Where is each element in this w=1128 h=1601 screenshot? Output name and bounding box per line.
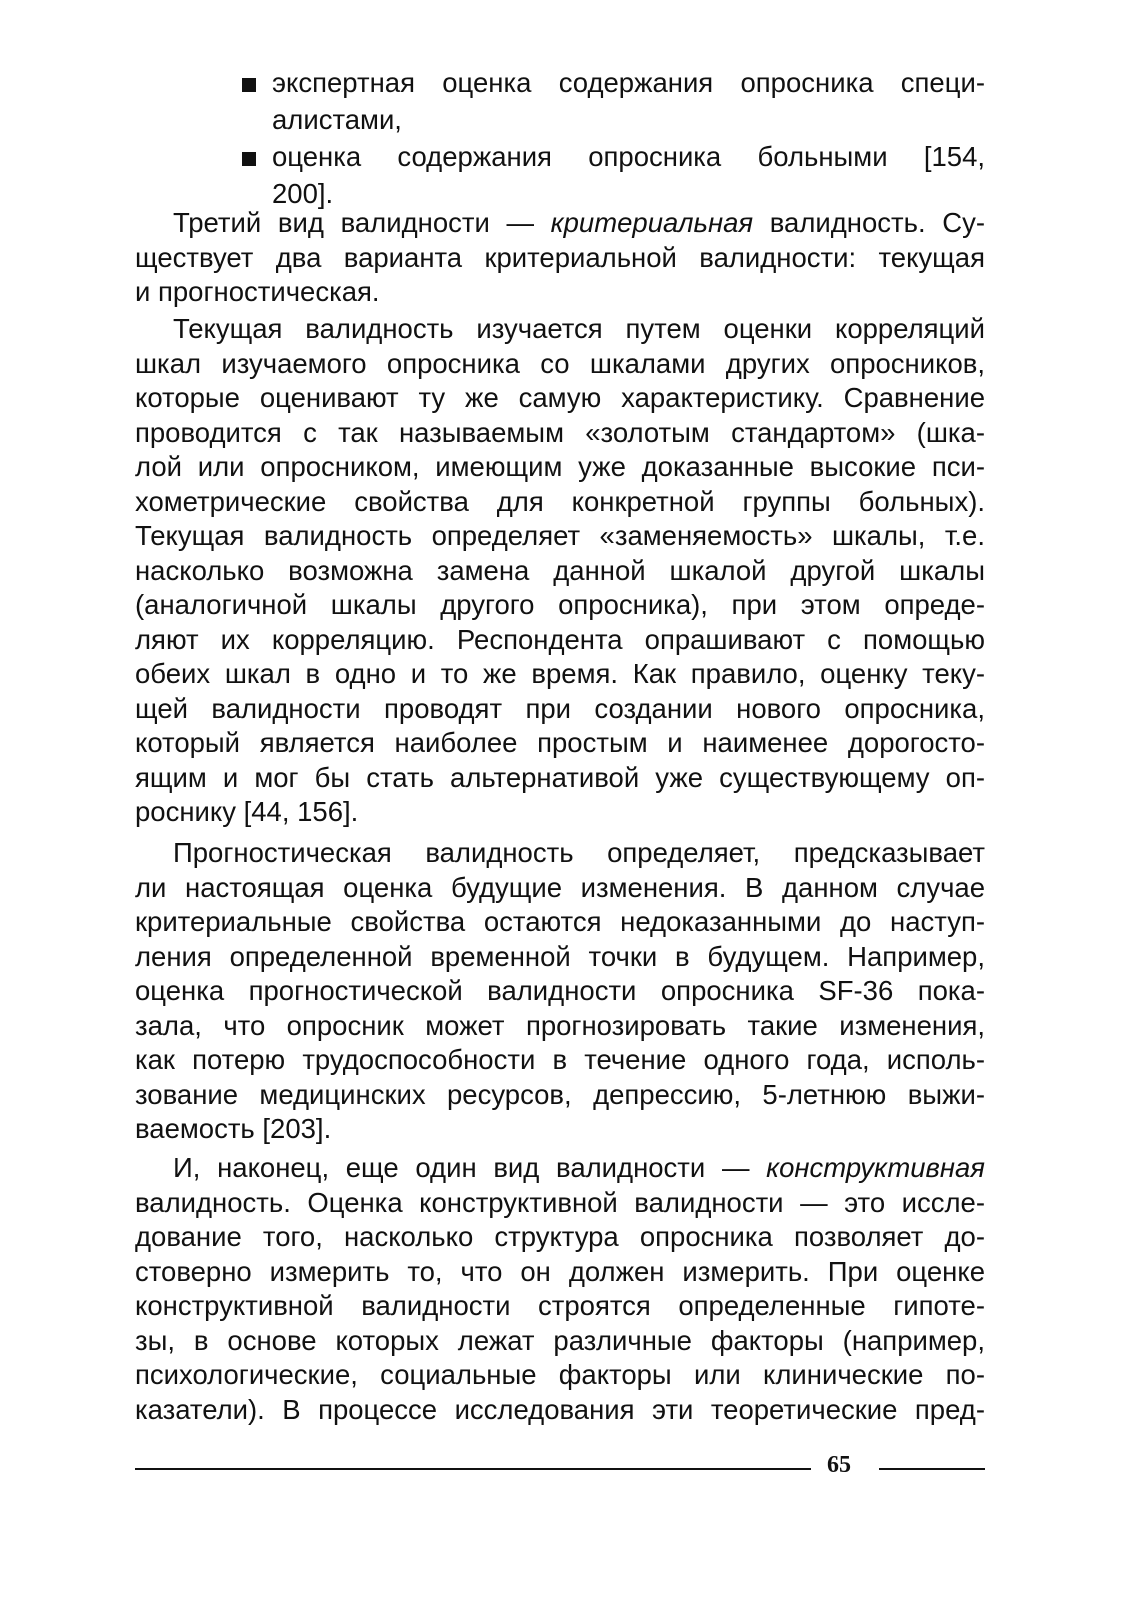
paragraph-line: хометрические свойства для конкретной группы больных). bbox=[135, 485, 985, 517]
bullet-square-icon bbox=[242, 152, 256, 166]
bullet-line: алистами, bbox=[272, 104, 402, 135]
bullet-square-icon bbox=[242, 78, 256, 92]
paragraph-line: роснику [44, 156]. bbox=[135, 796, 359, 827]
paragraph bbox=[135, 206, 985, 310]
paragraph-line: щей валидности проводят при создании нового опросника, bbox=[135, 692, 985, 724]
paragraph-line: которые оценивают ту же самую характеристику. Сравнение bbox=[135, 382, 985, 413]
paragraph-line: критериальные свойства остаются недоказанными до наступ- bbox=[135, 906, 985, 937]
emphasis: конструктивная bbox=[766, 1152, 985, 1183]
page-footer bbox=[135, 1450, 995, 1490]
paragraph-line: проводится с так называемым «золотым стандартом» (шка- bbox=[135, 416, 985, 448]
bullet-line: экспертная оценка содержания опросника специ- bbox=[272, 67, 985, 98]
paragraph-line: ществует два варианта критериальной валидности: текущая bbox=[135, 241, 985, 273]
paragraph-line: зы, в основе которых лежат различные факторы (например, bbox=[135, 1324, 985, 1356]
paragraph-line: который является наиболее простым и наименее дорогосто- bbox=[135, 727, 985, 758]
paragraph-line: психологические, социальные факторы или клинические по- bbox=[135, 1359, 985, 1390]
paragraph-line: зала, что опросник может прогнозировать такие изменения, bbox=[135, 1009, 985, 1041]
paragraph-line: ваемость [203]. bbox=[135, 1113, 332, 1144]
emphasis: критериальная bbox=[550, 207, 754, 238]
paragraph-line: Текущая валидность изучается путем оценки корреляций bbox=[173, 313, 985, 344]
paragraph-line: обеих шкал в одно и то же время. Как правило, оценку теку- bbox=[135, 658, 985, 689]
paragraph-line: шкал изучаемого опросника со шкалами других опросников, bbox=[135, 347, 985, 379]
paragraph-line: оценка прогностической валидности опросника SF-36 пока- bbox=[135, 975, 985, 1006]
footer-rule-right bbox=[879, 1468, 985, 1470]
paragraph-line: конструктивной валидности строятся определенные гипоте- bbox=[135, 1290, 985, 1321]
paragraph-line: Третий вид валидности — критериальная валидность. Су- bbox=[173, 207, 986, 238]
paragraph-line: как потерю трудоспособности в течение одного года, исполь- bbox=[135, 1044, 985, 1075]
paragraph-line: ящим и мог бы стать альтернативой уже существующему оп- bbox=[135, 761, 985, 793]
bullet-line: 200]. bbox=[272, 178, 334, 209]
page-number: 65 bbox=[827, 1452, 851, 1478]
paragraph bbox=[135, 836, 985, 1147]
paragraph-line: казатели). В процессе исследования эти теоретические пред- bbox=[135, 1393, 985, 1425]
paragraph-line: дование того, насколько структура опросника позволяет до- bbox=[135, 1221, 985, 1252]
paragraph-line: Прогностическая валидность определяет, предсказывает bbox=[173, 837, 985, 868]
paragraph bbox=[135, 312, 985, 830]
paragraph bbox=[135, 1151, 985, 1427]
paragraph-line: стоверно измерить то, что он должен измерить. При оценке bbox=[135, 1255, 985, 1287]
paragraph-line: валидность. Оценка конструктивной валидности — это иссле- bbox=[135, 1186, 985, 1218]
page-text bbox=[135, 66, 985, 1446]
paragraph-line: (аналогичной шкалы другого опросника), при этом опреде- bbox=[135, 589, 985, 620]
paragraph-line: зование медицинских ресурсов, депрессию, 5-летнюю выжи- bbox=[135, 1078, 985, 1110]
paragraph-line: ли настоящая оценка будущие изменения. В данном случае bbox=[135, 871, 985, 903]
paragraph-line: лой или опросником, имеющим уже доказанные высокие пси- bbox=[135, 451, 985, 482]
paragraph-line: ляют их корреляцию. Респондента опрашивают с помощью bbox=[135, 623, 985, 655]
paragraph-line: насколько возможна замена данной шкалой другой шкалы bbox=[135, 554, 985, 586]
paragraph-line: ления определенной временной точки в будущем. Например, bbox=[135, 940, 985, 972]
footer-rule-left bbox=[135, 1468, 811, 1470]
paragraph-line: Текущая валидность определяет «заменяемость» шкалы, т.е. bbox=[135, 520, 985, 551]
paragraph-line: И, наконец, еще один вид валидности — конструктивная bbox=[173, 1152, 985, 1183]
paragraph-line: и прогностическая. bbox=[135, 276, 380, 307]
bullet-line: оценка содержания опросника больными [154, bbox=[272, 141, 985, 172]
